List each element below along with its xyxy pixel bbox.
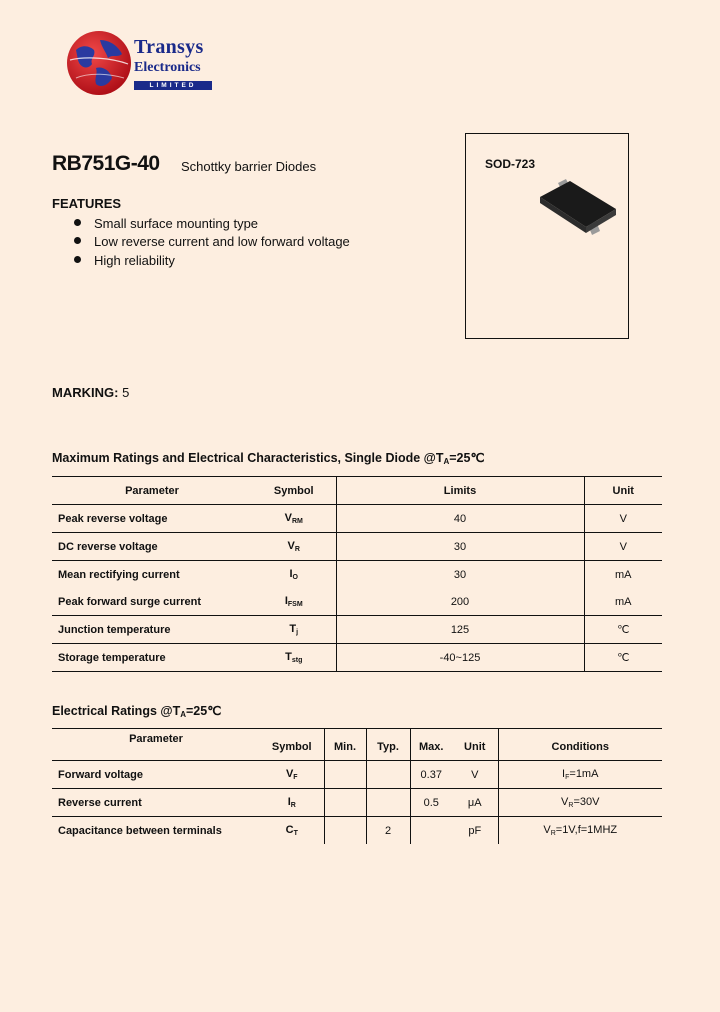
symbol-cell: VR (252, 533, 336, 561)
table-row (52, 644, 662, 672)
logo-name: Transys (134, 36, 204, 58)
parameter-cell: Mean rectifying current (58, 568, 180, 581)
symbol-subscript: stg (291, 657, 303, 664)
symbol-subscript: j (296, 629, 299, 636)
symbol-cell: Tj (252, 616, 336, 644)
company-logo (66, 30, 132, 96)
unit-cell: V (584, 505, 662, 533)
parameter-cell: Forward voltage (52, 761, 260, 789)
table-row (52, 616, 662, 644)
condition-subscript: R (568, 802, 574, 809)
limit-cell: 40 (336, 505, 584, 533)
max-ratings-table-body (52, 505, 662, 672)
symbol-subscript: R (294, 546, 300, 553)
symbol-cell: IO (252, 561, 336, 589)
parameter-cell: Peak reverse voltage (52, 505, 252, 533)
features-heading: FEATURES (52, 196, 122, 211)
condition-subscript: F (565, 774, 570, 781)
max-ratings-title: Maximum Ratings and Electrical Characteristics, Single Diode $@T_A=25℃$ (52, 451, 485, 466)
parameter-cell: Reverse current (52, 789, 260, 817)
parameter-cell: DC reverse voltage (52, 533, 252, 561)
limit-cell: 200 (336, 588, 584, 616)
limit-cell: 30 (336, 561, 584, 589)
condition-cell: VR=1V,f=1MHZ (543, 824, 618, 837)
symbol-subscript: F (293, 774, 298, 781)
symbol-cell: VRM (252, 505, 336, 533)
condition-cell: VR=30V (498, 789, 662, 817)
parameter-cell: Junction temperature (52, 616, 252, 644)
unit-cell: V (584, 533, 662, 561)
electrical-ratings-title: Electrical Ratings $@T_A=25℃$ (52, 704, 222, 719)
sod723-package-icon (536, 175, 622, 243)
condition-subscript: R (550, 830, 556, 837)
typ-cell (366, 789, 410, 817)
symbol-subscript: O (292, 574, 298, 581)
typ-cell (366, 761, 410, 789)
table-row (52, 817, 662, 845)
max-cell: 0.37 (410, 761, 452, 789)
parameter-cell: Capacitance between terminals (58, 824, 222, 837)
logo-subname: Electronics (134, 60, 201, 75)
min-cell (324, 761, 366, 789)
bullet-icon (74, 219, 81, 226)
table-row (52, 761, 662, 789)
marking: MARKING: 5 (52, 385, 130, 400)
condition-cell: IF=1mA (498, 761, 662, 789)
unit-cell: mA (615, 568, 632, 581)
max-cell: 0.5 (410, 789, 452, 817)
symbol-cell: Tstg (252, 644, 336, 672)
min-cell (324, 817, 366, 845)
feature-item: Small surface mounting type (74, 216, 258, 231)
symbol-subscript: R (290, 802, 296, 809)
parameter-cell: Storage temperature (52, 644, 252, 672)
part-description: Schottky barrier Diodes (181, 159, 317, 174)
limit-cell: 125 (336, 616, 584, 644)
electrical-ratings-table (52, 728, 662, 844)
min-cell (324, 789, 366, 817)
table-row (52, 561, 662, 589)
table-row (52, 533, 662, 561)
unit-cell: V (452, 761, 498, 789)
feature-item: Low reverse current and low forward voltage (74, 234, 350, 249)
table-row (52, 505, 662, 533)
limit-cell: 30 (336, 533, 584, 561)
unit-cell: ℃ (584, 616, 662, 644)
symbol-cell: VF (260, 761, 324, 789)
unit-cell: ℃ (584, 644, 662, 672)
max-ratings-table (52, 476, 662, 505)
package-image (536, 175, 622, 243)
symbol-cell: CT (260, 817, 324, 845)
unit-cell: pF (452, 817, 498, 845)
symbol-subscript: RM (291, 518, 303, 525)
unit-cell: mA (584, 588, 662, 616)
symbol-cell: IFSM (252, 588, 336, 616)
limit-cell: -40~125 (336, 644, 584, 672)
feature-item: High reliability (74, 253, 175, 268)
table-row (52, 588, 662, 616)
max-cell (410, 817, 452, 845)
unit-cell: μA (452, 789, 498, 817)
symbol-subscript: T (293, 830, 298, 837)
parameter-cell: Peak forward surge current (52, 588, 252, 616)
logo-limited-bar: LIMITED (134, 81, 212, 90)
symbol-cell: IR (260, 789, 324, 817)
bullet-icon (74, 237, 81, 244)
part-number: RB751G-40 (52, 152, 160, 175)
table-header-row: Parameter Symbol Min. Typ. Max. Unit Conditions (52, 729, 662, 761)
symbol-subscript: FSM (287, 601, 303, 608)
globe-logo-icon (66, 30, 132, 96)
bullet-icon (74, 256, 81, 263)
package-label: SOD-723 (485, 157, 536, 171)
table-row (52, 789, 662, 817)
table-header-row: Parameter Symbol Limits Unit (52, 477, 662, 505)
typ-cell: 2 (366, 817, 410, 845)
